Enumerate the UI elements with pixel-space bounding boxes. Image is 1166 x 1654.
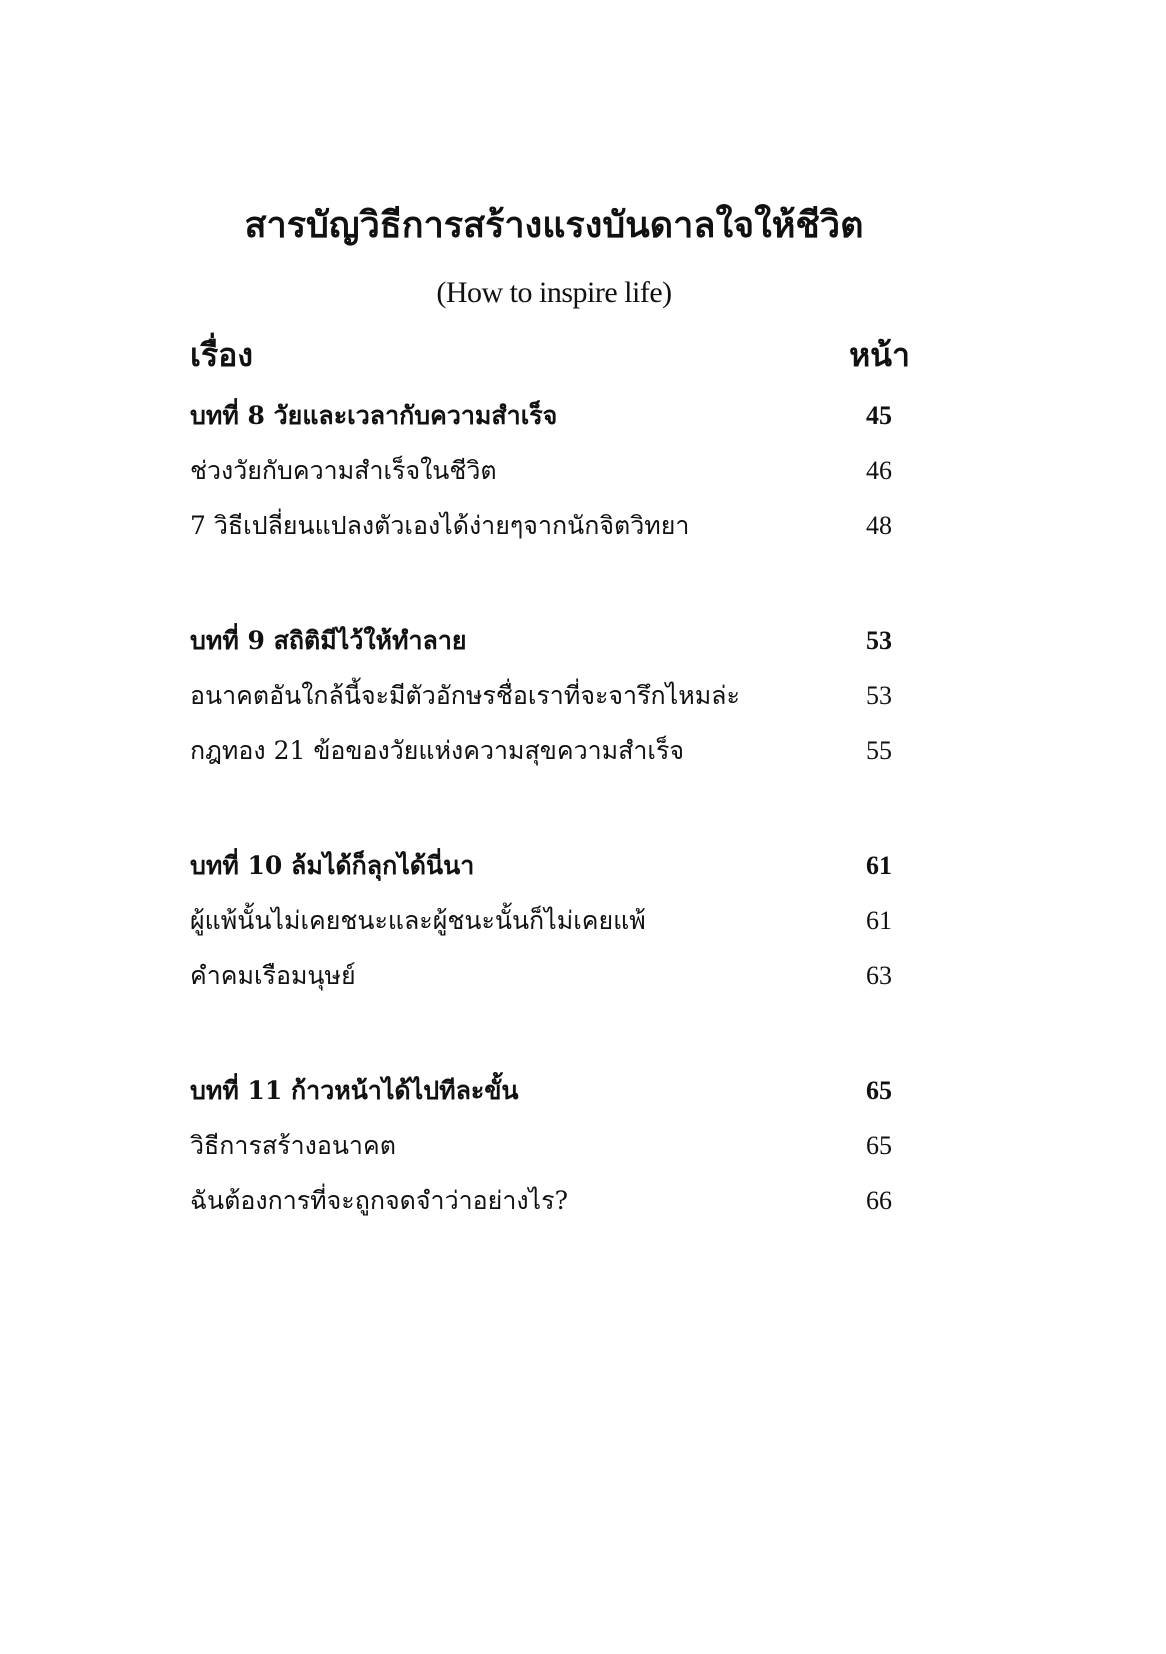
chapter-row	[190, 1063, 892, 1118]
chapter-title: บทที่ 10 ล้มได้ก็ลุกได้นี่นา	[190, 851, 475, 880]
table-of-contents	[190, 388, 892, 1228]
section-page-number: 61	[866, 906, 892, 935]
toc-header	[190, 328, 910, 383]
chapter-page-number: 53	[866, 626, 892, 655]
section-title: กฎทอง 21 ข้อของวัยแห่งความสุขความสำเร็จ	[190, 736, 685, 765]
chapter-page-number: 65	[866, 1076, 892, 1105]
section-page-number: 63	[866, 961, 892, 990]
section-page-number: 46	[866, 456, 892, 485]
page-title: สารบัญวิธีการสร้างแรงบันดาลใจให้ชีวิต	[244, 204, 864, 246]
chapter-row	[190, 838, 892, 893]
chapter-row	[190, 613, 892, 668]
section-row	[190, 1173, 892, 1228]
chapter-page-number: 61	[866, 851, 892, 880]
section-row	[190, 668, 892, 723]
chapter-page-number: 45	[866, 401, 892, 430]
chapter-group	[190, 1063, 892, 1228]
section-page-number: 53	[866, 681, 892, 710]
chapter-title: บทที่ 9 สถิติมีไว้ให้ทำลาย	[190, 626, 467, 655]
section-title: ฉันต้องการที่จะถูกจดจำว่าอย่างไร?	[190, 1186, 568, 1215]
chapter-title: บทที่ 8 วัยและเวลากับความสำเร็จ	[190, 401, 558, 430]
section-row	[190, 893, 892, 948]
toc-header-page: หน้า	[849, 336, 910, 374]
section-page-number: 55	[866, 736, 892, 765]
section-row	[190, 723, 892, 778]
page-subtitle: (How to inspire life)	[436, 276, 672, 309]
section-page-number: 65	[866, 1131, 892, 1160]
section-row	[190, 498, 892, 553]
section-title: อนาคตอันใกล้นี้จะมีตัวอักษรชื่อเราที่จะจารึกไหมล่ะ	[190, 681, 740, 710]
section-page-number: 66	[866, 1186, 892, 1215]
chapter-group	[190, 838, 892, 1003]
section-row	[190, 948, 892, 1003]
section-title: ช่วงวัยกับความสำเร็จในชีวิต	[190, 456, 497, 485]
chapter-group	[190, 388, 892, 553]
section-page-number: 48	[866, 511, 892, 540]
chapter-group	[190, 613, 892, 778]
section-title: ผู้แพ้นั้นไม่เคยชนะและผู้ชนะนั้นก็ไม่เคยแพ้	[190, 906, 646, 935]
chapter-row	[190, 388, 892, 443]
section-row	[190, 1118, 892, 1173]
toc-header-topic: เรื่อง	[190, 336, 253, 374]
section-title: วิธีการสร้างอนาคต	[190, 1131, 396, 1160]
section-title: คำคมเรือมนุษย์	[190, 961, 356, 990]
section-row	[190, 443, 892, 498]
section-title: 7 วิธีเปลี่ยนแปลงตัวเองได้ง่ายๆจากนักจิตวิทยา	[190, 511, 690, 540]
chapter-title: บทที่ 11 ก้าวหน้าได้ไปทีละขั้น	[190, 1076, 519, 1105]
